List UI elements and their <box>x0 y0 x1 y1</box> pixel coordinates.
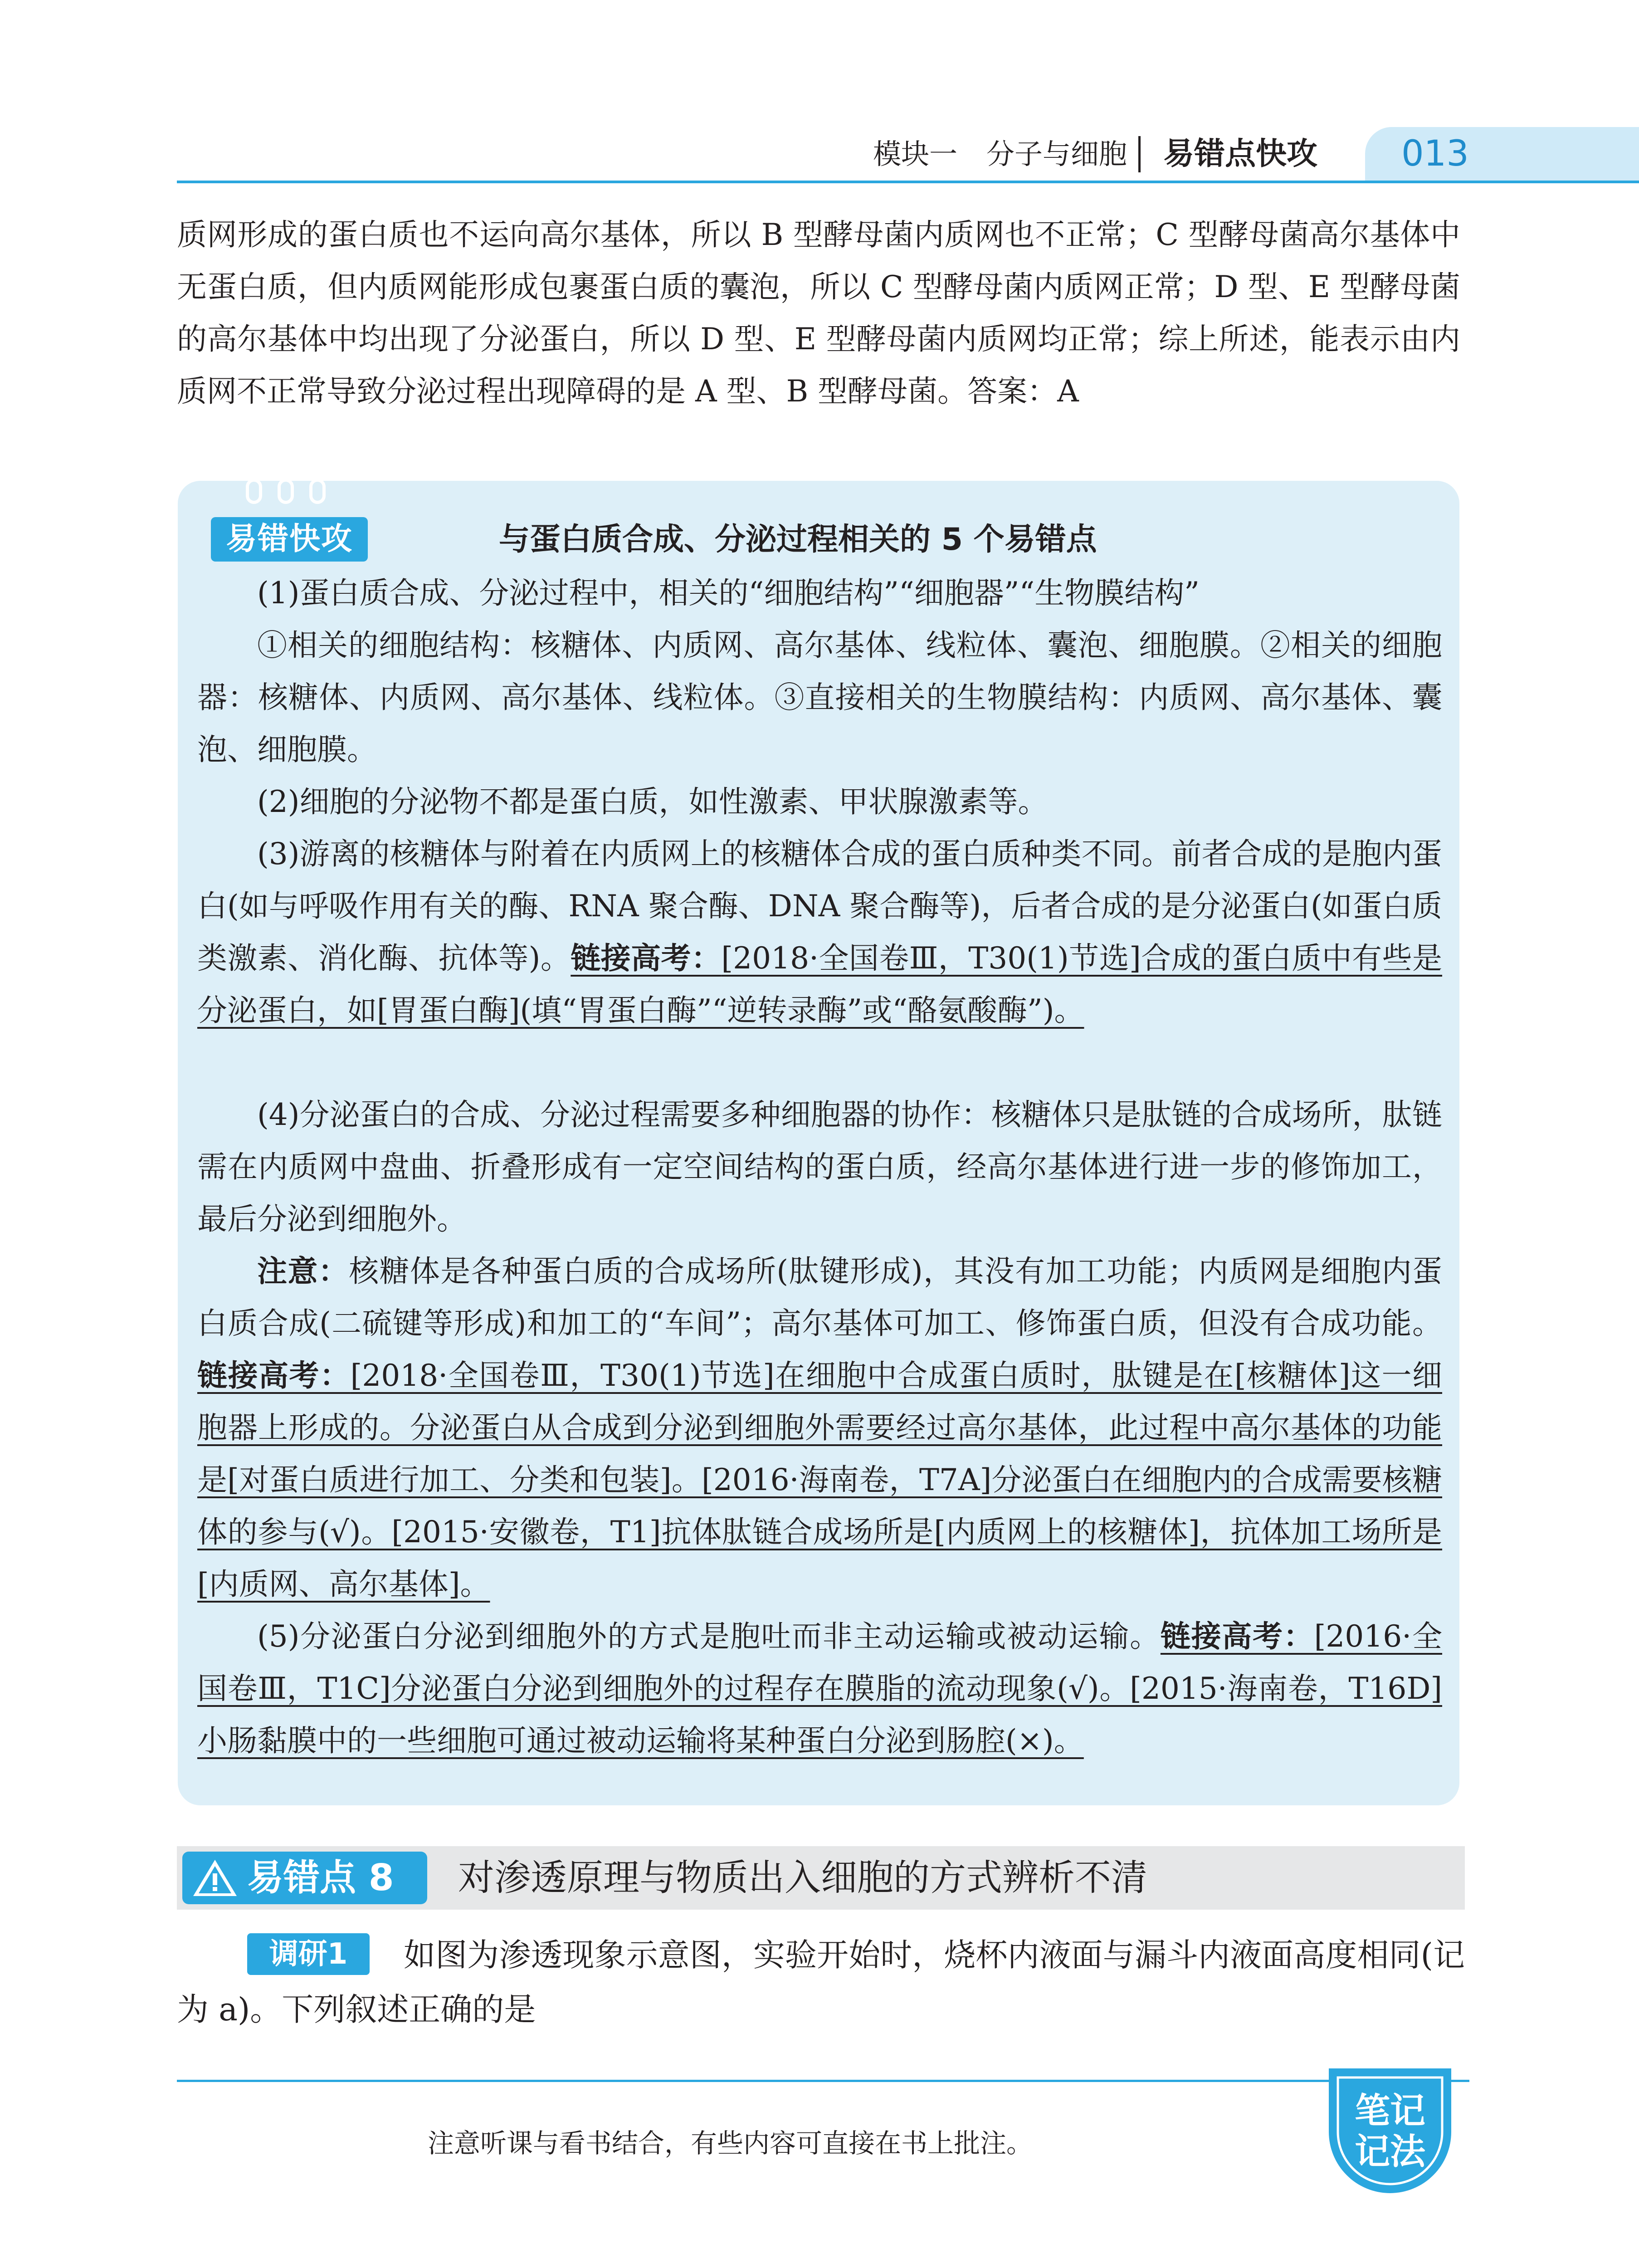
breadcrumb-section: 易错点快攻 <box>1163 136 1318 172</box>
research-label: 调研1 <box>269 1937 348 1971</box>
callout-tag: 易错快攻 <box>225 521 353 557</box>
callout-point-1: (1)蛋白质合成、分泌过程中，相关的“细胞结构”“细胞器”“生物膜结构” <box>257 576 1200 611</box>
notes-badge-line2: 记法 <box>1354 2131 1426 2172</box>
callout-point-3 <box>197 828 1442 1036</box>
callout-point-3-text: (3)游离的核糖体与附着在内质网上的核糖体合成的蛋白质种类不同。前者合成的是胞内蛋白(如与呼吸作用有关的酶、RNA 聚合酶、DNA 聚合酶等)，后者合成的是分泌蛋白(如蛋白质类激素、消化酶、抗体等)。 <box>197 836 1442 976</box>
page-number: 013 <box>1401 133 1469 174</box>
gaokao-link-2-text: [2018·全国卷Ⅲ，T30(1)节选]在细胞中合成蛋白质时，肽键是在[核糖体]这一细胞器上形成的。分泌蛋白从合成到分泌到细胞外需要经过高尔基体，此过程中高尔基体的功能是[对蛋白质进行加工、分类和包装]。[2016·海南卷，T7A]分泌蛋白在细胞内的合成需要核糖体的参与(√)。[2015·安徽卷，T1]抗体肽链合成场所是[内质网上的核糖体]，抗体加工场所是[内质网、高尔基体]。 <box>197 1358 1442 1602</box>
callout-point-2: (2)细胞的分泌物不都是蛋白质，如性激素、甲状腺激素等。 <box>257 784 1048 819</box>
gaokao-link-3-text: [2016·全国卷Ⅲ，T1C]分泌蛋白分泌到细胞外的过程存在膜脂的流动现象(√)。[2015·海南卷，T16D]小肠黏膜中的一些细胞可通过被动运输将某种蛋白分泌到肠腔(×)。 <box>197 1619 1442 1758</box>
gaokao-link-label: 链接高考： <box>571 941 722 976</box>
breadcrumb-chapter: 分子与细胞 <box>986 137 1127 171</box>
error-point-label: 易错点 8 <box>247 1857 394 1899</box>
notes-badge-line1: 笔记 <box>1354 2091 1426 2131</box>
warning-triangle-icon <box>191 1858 239 1898</box>
callout-note-text: 核糖体是各种蛋白质的合成场所(肽键形成)，其没有加工功能；内质网是细胞内蛋白质合成(二硫键等形成)和加工的“车间”；高尔基体可加工、修饰蛋白质，但没有合成功能。 <box>197 1254 1443 1341</box>
gaokao-link-1-text: [2018·全国卷Ⅲ，T30(1)节选]合成的蛋白质中有些是分泌蛋白，如[胃蛋白酶](填“胃蛋白酶”“逆转录酶”或“酪氨酸酶”)。 <box>197 941 1442 1028</box>
intro-paragraph: 质网形成的蛋白质也不运向高尔基体，所以 B 型酵母菌内质网也不正常；C 型酵母菌高尔基体中无蛋白质，但内质网能形成包裹蛋白质的囊泡，所以 C 型酵母菌内质网正常；D 型、E 型酵母菌的高尔基体中均出现了分泌蛋白，所以 D 型、E 型酵母菌内质网均正常；综上所述，能表示由内质网不正常导致分泌过程出现障碍的是 A 型、B 型酵母菌。答案：A <box>177 217 1460 409</box>
callout-point-4: (4)分泌蛋白的合成、分泌过程需要多种细胞器的协作：核糖体只是肽链的合成场所，肽链需在内质网中盘曲、折叠形成有一定空间结构的蛋白质，经高尔基体进行进一步的修饰加工，最后分泌到细胞外。 <box>197 1097 1442 1237</box>
breadcrumb-module: 模块一 <box>873 137 958 171</box>
gaokao-link-2 <box>197 1358 1442 1602</box>
callout-point-5 <box>197 1610 1442 1767</box>
header-rule <box>177 181 1639 183</box>
callout-point-5-text: (5)分泌蛋白分泌到细胞外的方式是胞吐而非主动运输或被动运输。 <box>257 1619 1161 1654</box>
breadcrumb-separator <box>1138 136 1141 172</box>
note-label: 注意： <box>257 1254 349 1289</box>
research-question: 如图为渗透现象示意图，实验开始时，烧杯内液面与漏斗内液面高度相同(记为 a)。下列叙述正确的是 <box>177 1936 1465 2028</box>
callout-note <box>197 1245 1442 1610</box>
footer-rule <box>177 2080 1469 2082</box>
gaokao-link-label: 链接高考： <box>197 1358 351 1393</box>
footer-note: 注意听课与看书结合，有些内容可直接在书上批注。 <box>427 2128 1033 2159</box>
error-point-title: 对渗透原理与物质出入细胞的方式辨析不清 <box>458 1857 1147 1899</box>
callout-point-1-detail: ①相关的细胞结构：核糖体、内质网、高尔基体、线粒体、囊泡、细胞膜。②相关的细胞器：核糖体、内质网、高尔基体、线粒体。③直接相关的生物膜结构：内质网、高尔基体、囊泡、细胞膜。 <box>197 628 1442 767</box>
callout-title: 与蛋白质合成、分泌过程相关的 5 个易错点 <box>499 522 1097 557</box>
gaokao-link-label: 链接高考： <box>1160 1619 1314 1654</box>
notes-badge <box>1320 2059 1460 2200</box>
